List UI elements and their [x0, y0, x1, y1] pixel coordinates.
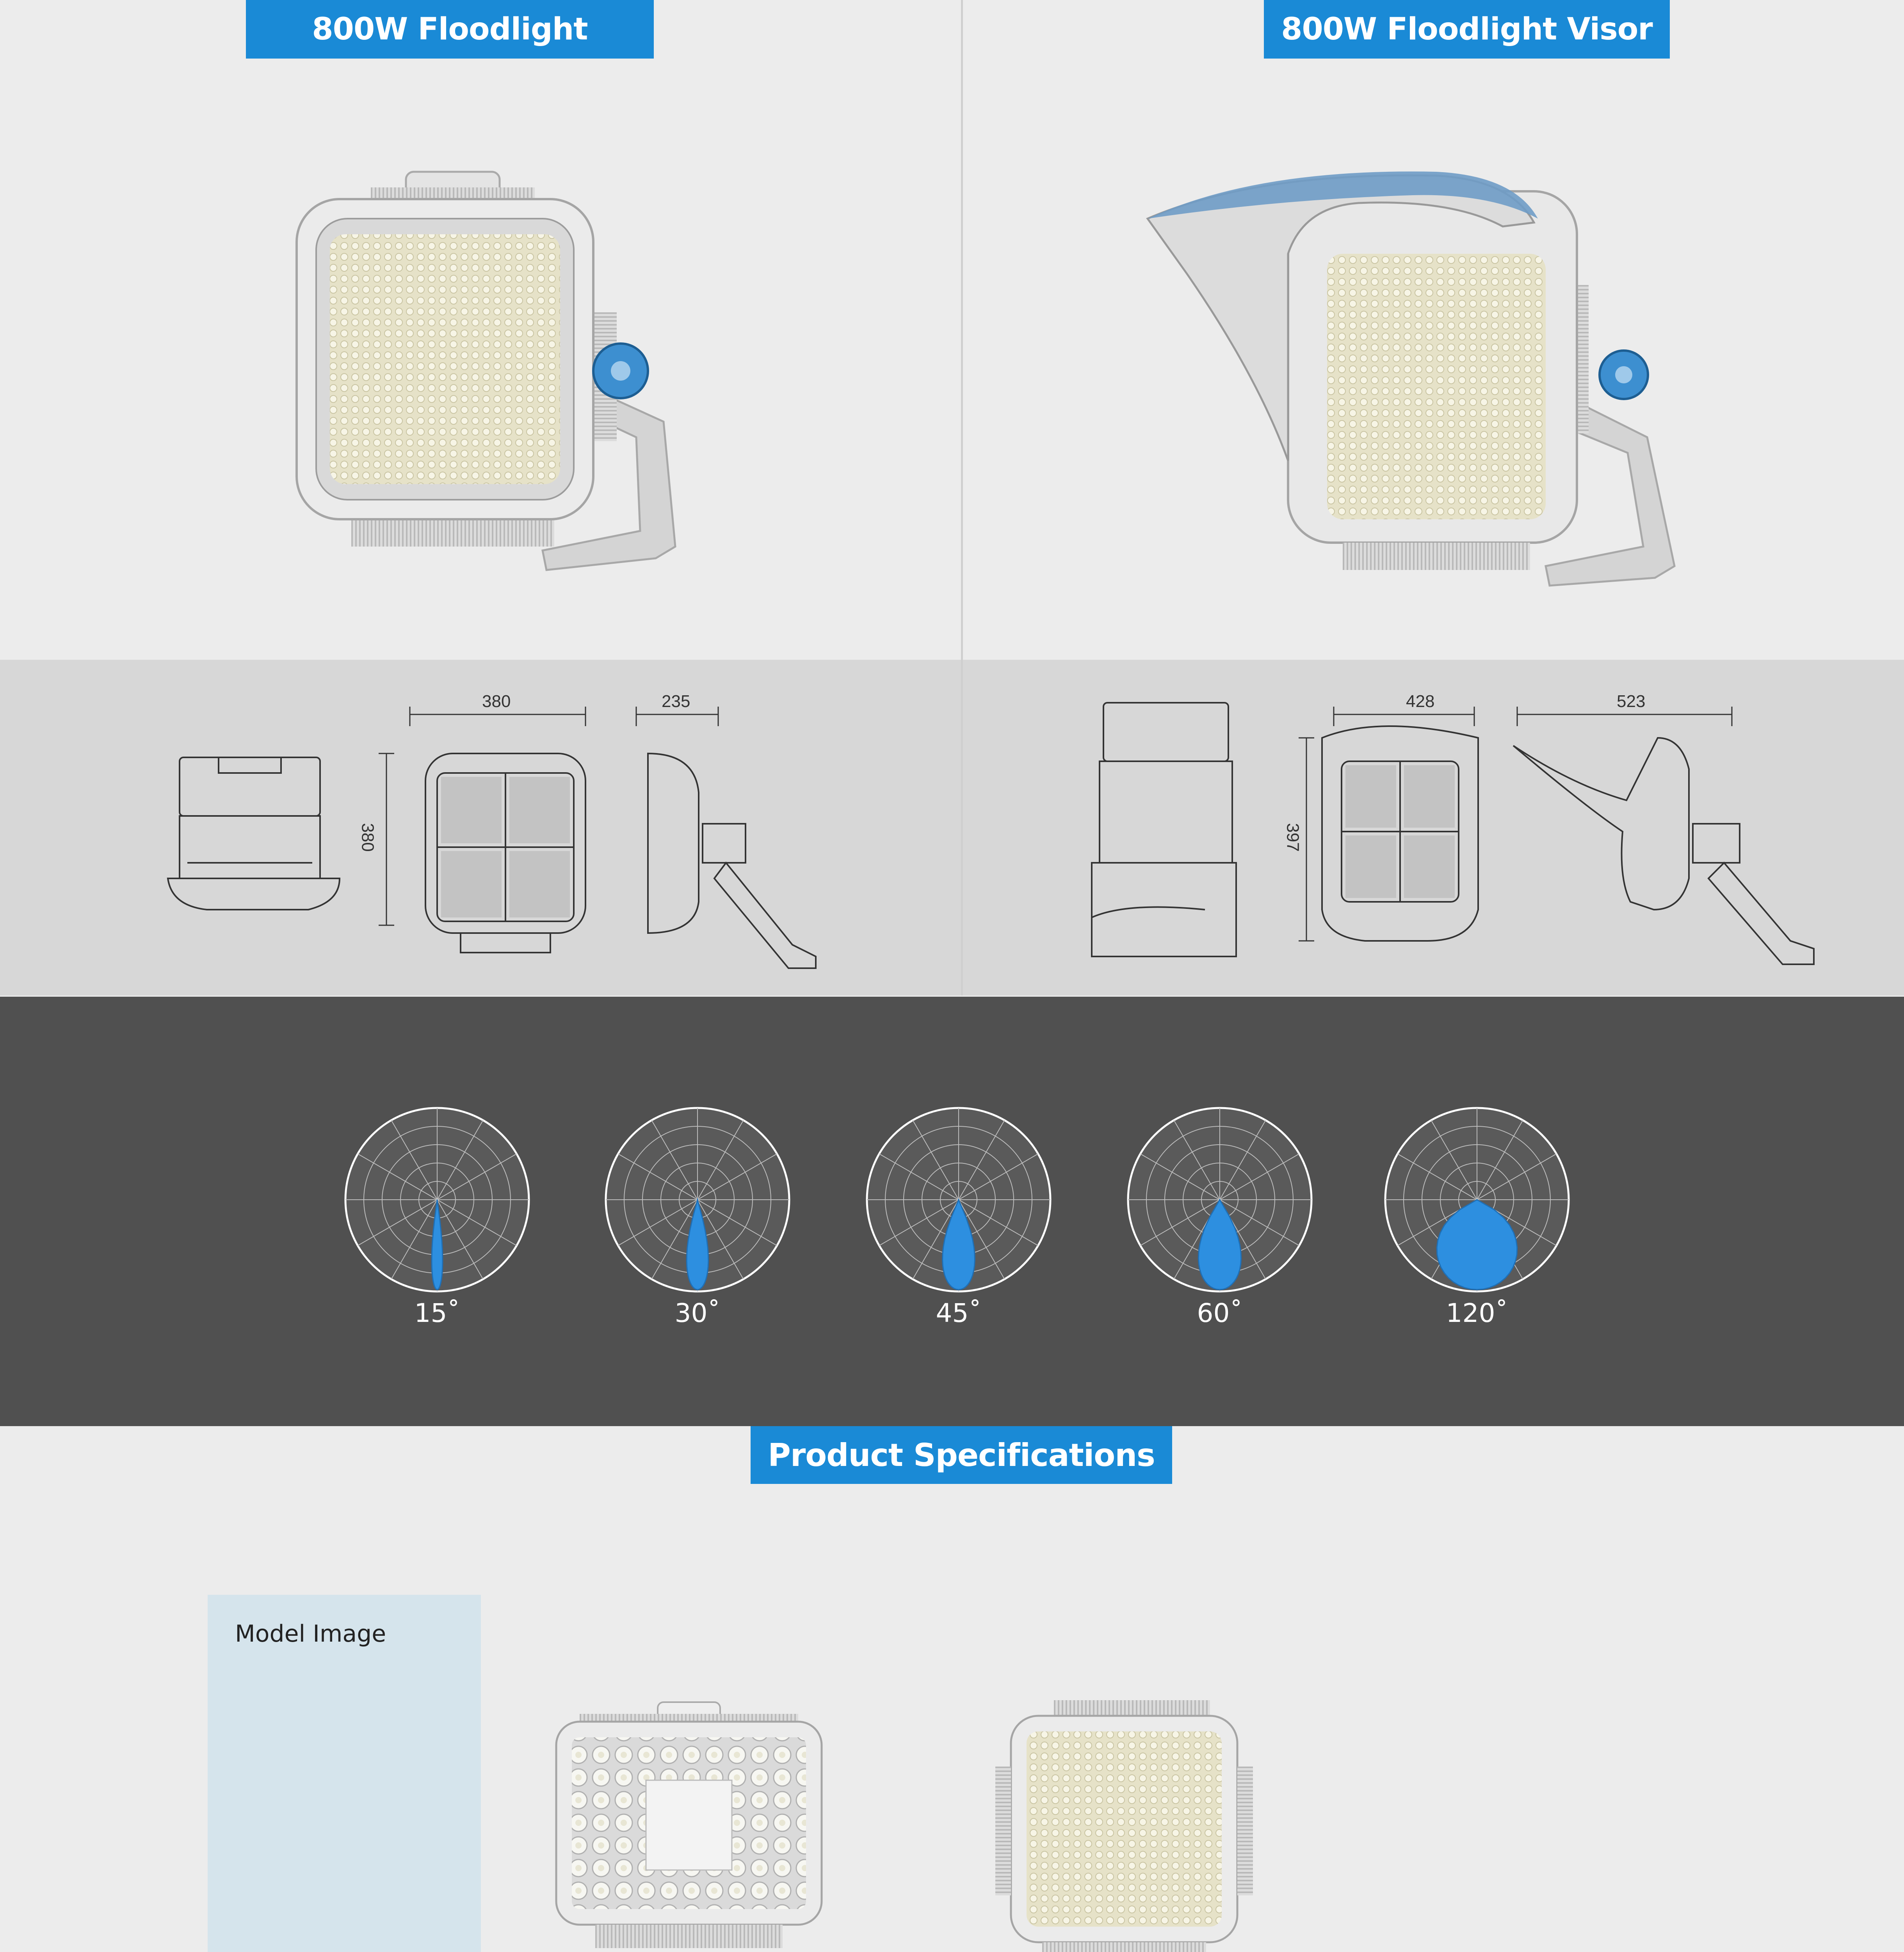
left-width-dimension: 380 — [482, 692, 511, 711]
beam-label-15: 15˚ — [414, 1298, 460, 1328]
right-depth-dimension: 523 — [1617, 692, 1646, 711]
floodlight-tag: 800W Floodlight — [246, 0, 654, 59]
floodlight-visor-product-image — [1140, 156, 1706, 605]
beam-label-120: 120˚ — [1446, 1298, 1508, 1328]
right-height-dimension: 397 — [1283, 823, 1303, 852]
spec-title: Product Specifications — [751, 1426, 1172, 1484]
model-image-label: Model Image — [235, 1620, 386, 1647]
beam-label-30: 30˚ — [674, 1298, 721, 1328]
left-depth-dimension: 235 — [662, 692, 690, 711]
floodlight-dimension-drawing — [0, 660, 961, 996]
right-width-dimension: 428 — [1406, 692, 1435, 711]
model-image-jwls — [995, 1696, 1269, 1952]
beam-label-60: 60˚ — [1197, 1298, 1243, 1328]
polar-diagram-45 — [867, 1108, 1050, 1291]
floodlight-visor-tag: 800W Floodlight Visor — [1264, 0, 1670, 59]
beam-angle-diagrams — [0, 997, 1904, 1426]
spec-label-column — [208, 1595, 481, 1952]
left-height-dimension: 380 — [358, 823, 377, 852]
beam-label-45: 45˚ — [936, 1298, 982, 1328]
model-image-jwfn — [545, 1698, 833, 1952]
polar-diagram-120 — [1385, 1108, 1569, 1291]
floodlight-product-image — [273, 164, 742, 593]
polar-diagram-60 — [1128, 1108, 1311, 1291]
polar-diagram-15 — [345, 1108, 529, 1291]
polar-diagram-30 — [606, 1108, 789, 1291]
